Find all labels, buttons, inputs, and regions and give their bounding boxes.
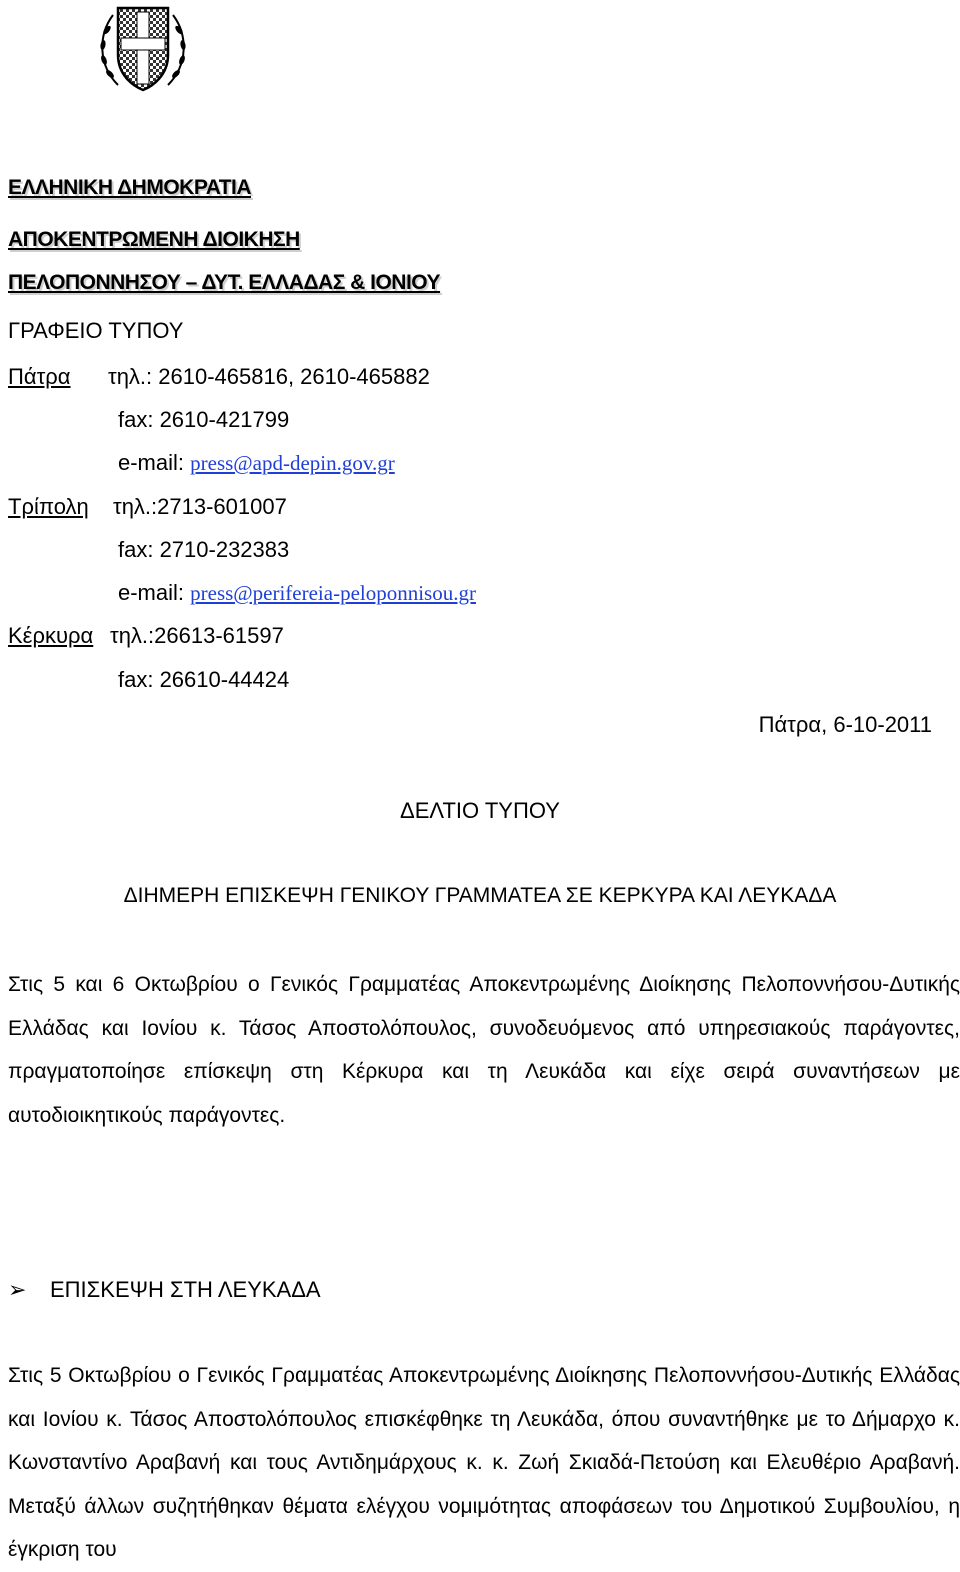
greek-coat-of-arms-icon <box>93 0 193 100</box>
press-office-label: ΓΡΑΦΕΙΟ ΤΥΠΟΥ <box>8 318 184 343</box>
patra-tel: τηλ.: 2610-465816, 2610-465882 <box>108 364 430 389</box>
section-heading-lefkada: ΕΠΙΣΚΕΨΗ ΣΤΗ ΛΕΥΚΑΔΑ <box>50 1277 321 1302</box>
kerkyra-label: Κέρκυρα <box>8 623 94 648</box>
patra-fax: fax: 2610-421799 <box>118 407 290 432</box>
tripoli-email-link[interactable]: press@perifereia-peloponnisou.gr <box>190 581 476 605</box>
patra-label: Πάτρα <box>8 364 71 389</box>
patra-email-row <box>118 450 395 476</box>
tripoli-tel: τηλ.:2713-601007 <box>113 494 287 519</box>
paragraph-lefkada: Στις 5 Οκτωβρίου ο Γενικός Γραμματέας Αποκεντρωμένης Διοίκησης Πελοποννήσου-Δυτικής Ελλάδας και Ιονίου κ. Τάσος Αποστολόπουλος επισκέφθηκε τη Λευκάδα, όπου συναντήθηκε με το Δήμαρχο κ. Κωνσταντίνο Αραβανή και τους Αντιδημάρχους κ. κ. Ζωή Σκιαδά-Πετούση και Ελευθέριο Αραβανή. Μεταξύ άλλων συζητήθηκαν θέματα ελέγχου νομιμότητας αποφάσεων του Δημοτικού Συμβουλίου, η έγκριση του <box>8 1364 960 1561</box>
bulletin-title: ΔΕΛΤΙΟ ΤΥΠΟΥ <box>400 798 560 823</box>
paragraph-intro: Στις 5 και 6 Οκτωβρίου ο Γενικός Γραμματέας Αποκεντρωμένης Διοίκησης Πελοποννήσου-Δυτικής Ελλάδας και Ιονίου κ. Τάσος Αποστολόπουλος, συνοδευόμενος από υπηρεσιακούς παράγοντες, πραγματοποίησε επίσκεψη στη Κέρκυρα και τη Λευκάδα και είχε σειρά συναντήσεων με αυτοδιοικητικούς παράγοντες. <box>8 973 960 1127</box>
arrow-bullet-icon: ➢ <box>8 1277 27 1302</box>
header-republic: ΕΛΛΗΝΙΚΗ ΔΗΜΟΚΡΑΤΙΑ <box>8 176 252 199</box>
subject-heading: ΔΙΗΜΕΡΗ ΕΠΙΣΚΕΨΗ ΓΕΝΙΚΟΥ ΓΡΑΜΜΑΤΕΑ ΣΕ ΚΕΡΚΥΡΑ ΚΑΙ ΛΕΥΚΑΔΑ <box>123 884 837 907</box>
tripoli-email-label: e-mail: <box>118 580 185 605</box>
tripoli-label: Τρίπολη <box>8 494 89 519</box>
document-date: Πάτρα, 6-10-2011 <box>758 712 932 737</box>
patra-email-label: e-mail: <box>118 450 185 475</box>
kerkyra-fax: fax: 26610-44424 <box>118 667 290 692</box>
header-region: ΠΕΛΟΠΟΝΝΗΣΟΥ – ΔΥΤ. ΕΛΛΑΔΑΣ & ΙΟΝΙΟΥ <box>8 271 441 294</box>
tripoli-email-row <box>118 580 476 606</box>
patra-email-link[interactable]: press@apd-depin.gov.gr <box>190 451 395 475</box>
tripoli-fax: fax: 2710-232383 <box>118 537 290 562</box>
kerkyra-tel: τηλ.:26613-61597 <box>110 623 284 648</box>
header-administration: ΑΠΟΚΕΝΤΡΩΜΕΝΗ ΔΙΟΙΚΗΣΗ <box>8 228 300 251</box>
